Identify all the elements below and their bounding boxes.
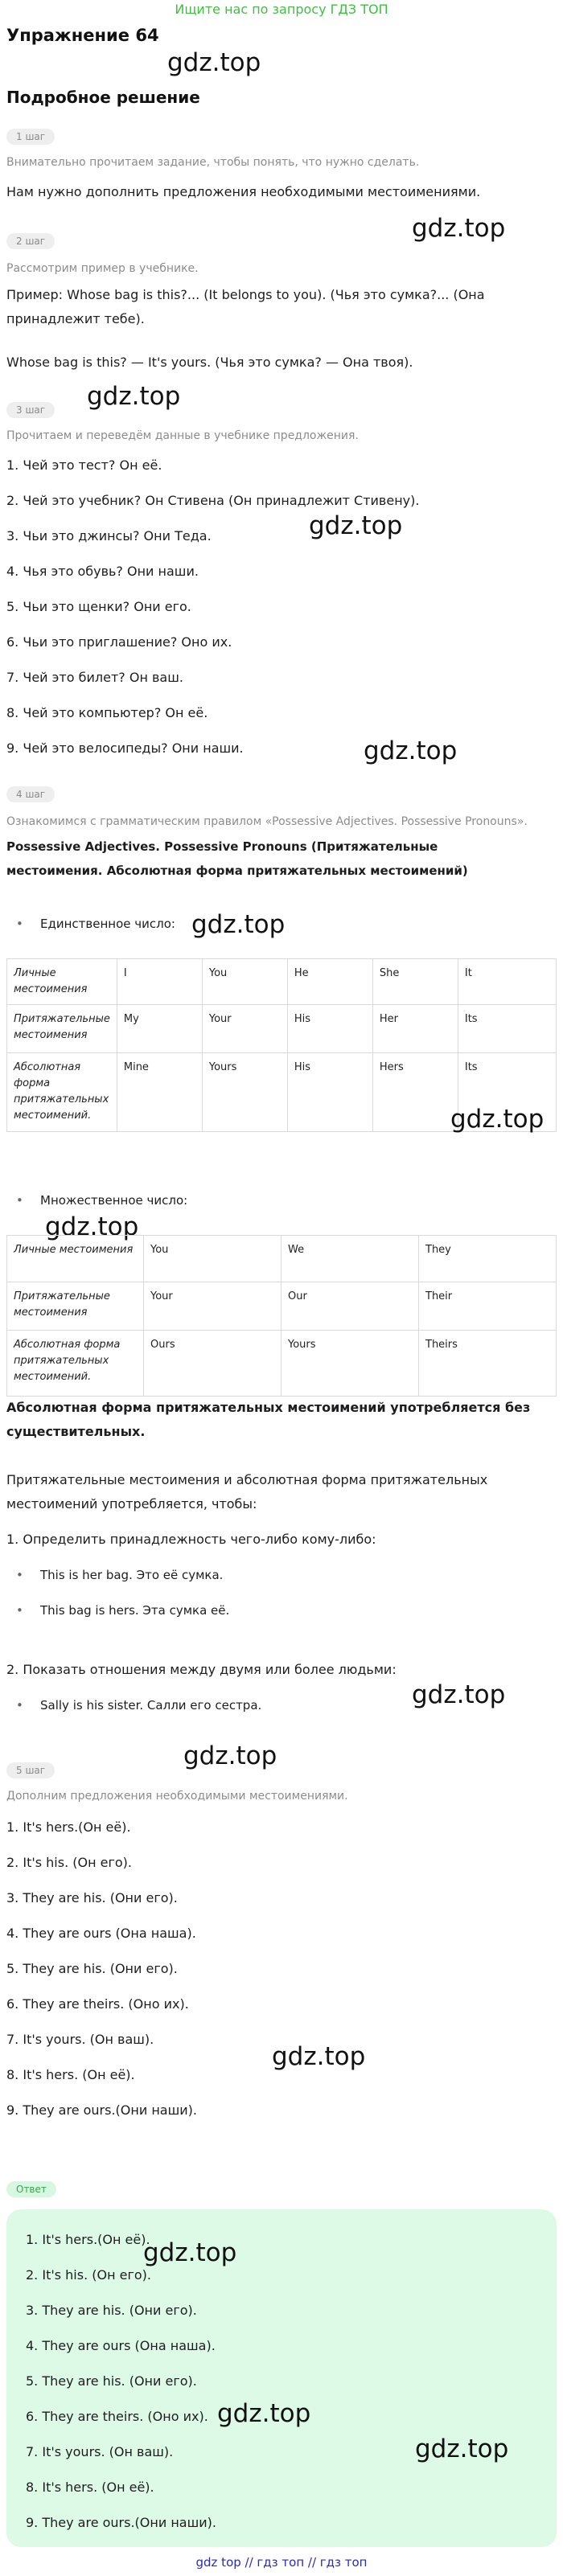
step-2-badge: 2 шаг <box>6 233 55 249</box>
table-cell: Притяжательные местоимения <box>7 1005 117 1053</box>
step-1-text: Нам нужно дополнить предложения необходимыми местоимениями. <box>6 184 481 199</box>
step-5-line: 9. They are ours.(Они наши). <box>6 2102 197 2118</box>
answer-line: 1. It's hers.(Он её). <box>26 2232 150 2247</box>
table-row <box>7 1331 557 1397</box>
table-row <box>7 959 557 1005</box>
step-3-line: 2. Чей это учебник? Он Стивена (Он принадлежит Стивену). <box>6 493 420 508</box>
table-cell: Личные местоимения <box>7 1236 144 1282</box>
step-4-hint: Ознакомимся с грамматическим правилом «Possessive Adjectives. Possessive Pronouns». <box>6 815 528 828</box>
step-5-line: 7. It's yours. (Он ваш). <box>6 2032 154 2047</box>
table-cell: Their <box>419 1282 557 1331</box>
step-5-line: 8. It's hers. (Он её). <box>6 2067 135 2082</box>
table-cell: Your <box>202 1005 287 1053</box>
watermark: gdz.top <box>272 2042 366 2071</box>
table-cell: Абсолютная форма притяжательных местоимений. <box>7 1331 144 1397</box>
table-cell: You <box>144 1236 282 1282</box>
watermark: gdz.top <box>415 2434 509 2463</box>
table-cell: Ours <box>144 1331 282 1397</box>
footer-links[interactable]: gdz top // гдз топ // гдз топ <box>195 2555 368 2570</box>
rule-title: Possessive Adjectives. Possessive Pronouns (Притяжательные местоимения. Абсолютная форма притяжательных местоимений) <box>6 839 468 878</box>
answer-line: 5. They are his. (Они его). <box>26 2373 197 2389</box>
answer-line: 3. They are his. (Они его). <box>26 2303 197 2318</box>
step-3-line: 6. Чьи это приглашение? Оно их. <box>6 634 232 650</box>
answer-badge: Ответ <box>6 2181 56 2197</box>
usage-2: 2. Показать отношения между двумя или более людьми: <box>6 1662 397 1677</box>
table-cell: Theirs <box>419 1331 557 1397</box>
usage-1: 1. Определить принадлежность чего-либо кому-либо: <box>6 1532 376 1547</box>
step-3-line: 9. Чей это велосипеды? Они наши. <box>6 740 244 756</box>
watermark: gdz.top <box>143 2238 237 2267</box>
table-row <box>7 1005 557 1053</box>
step-2-hint: Рассмотрим пример в учебнике. <box>6 262 199 275</box>
plural-table <box>6 1235 557 1397</box>
answer-line: 6. They are theirs. (Оно их). <box>26 2409 208 2424</box>
usage-example: • This bag is hers. Эта сумка её. <box>18 1603 229 1618</box>
table-cell: Yours <box>282 1331 419 1397</box>
watermark: gdz.top <box>309 511 403 540</box>
table-cell: Our <box>282 1282 419 1331</box>
step-5-badge: 5 шаг <box>6 1762 55 1778</box>
table-cell: Притяжательные местоимения <box>7 1282 144 1331</box>
watermark: gdz.top <box>167 48 261 77</box>
step-3-line: 5. Чьи это щенки? Они его. <box>6 599 191 614</box>
table-cell: Her <box>372 1005 458 1053</box>
watermark: gdz.top <box>412 214 506 243</box>
table-cell: Your <box>144 1282 282 1331</box>
watermark: gdz.top <box>183 1741 277 1770</box>
table-cell: My <box>117 1005 202 1053</box>
table-cell: Абсолютная форма притяжательных местоимений. <box>7 1053 117 1132</box>
step-5-line: 2. It's his. (Он его). <box>6 1855 133 1870</box>
table-cell: His <box>287 1053 372 1132</box>
usage-example: • Sally is his sister. Салли его сестра. <box>18 1698 261 1713</box>
table-cell: They <box>419 1236 557 1282</box>
table-cell: Личные местоимения <box>7 959 117 1005</box>
step-5-line: 6. They are theirs. (Оно их). <box>6 1996 189 2012</box>
table-cell: Its <box>458 1005 556 1053</box>
watermark: gdz.top <box>412 1680 506 1709</box>
step-5-hint: Дополним предложения необходимыми местоимениями. <box>6 1790 348 1803</box>
watermark: gdz.top <box>87 382 181 411</box>
table-row <box>7 1282 557 1331</box>
watermark: gdz.top <box>45 1212 139 1241</box>
table-cell: You <box>202 959 287 1005</box>
table-cell: He <box>287 959 372 1005</box>
answer-line: 9. They are ours.(Они наши). <box>26 2515 216 2530</box>
plural-label: • Множественное число: <box>18 1193 187 1208</box>
step-4-badge: 4 шаг <box>6 786 55 802</box>
answer-line: 7. It's yours. (Он ваш). <box>26 2444 174 2459</box>
table-cell: Its <box>458 1053 556 1132</box>
step-1-hint: Внимательно прочитаем задание, чтобы понять, что нужно сделать. <box>6 156 420 169</box>
table-cell: Yours <box>202 1053 287 1132</box>
step-2-example-2: Whose bag is this? — It's yours. (Чья это сумка? — Она твоя). <box>6 355 413 370</box>
step-5-line: 4. They are ours (Она наша). <box>6 1926 196 1941</box>
table-cell: Hers <box>372 1053 458 1132</box>
singular-label: • Единственное число: <box>18 917 175 931</box>
watermark: gdz.top <box>364 736 458 765</box>
rule-note: Абсолютная форма притяжательных местоимений употребляется без существительных. <box>6 1400 531 1439</box>
step-2-example-1: Пример: Whose bag is this?... (It belongs to you). (Чья это сумка?... (Она принадлежит тебе). <box>6 287 485 326</box>
step-1-badge: 1 шаг <box>6 129 55 145</box>
table-cell: His <box>287 1005 372 1053</box>
section-title: Подробное решение <box>6 88 200 107</box>
page-title: Упражнение 64 <box>6 26 159 45</box>
search-banner[interactable]: Ищите нас по запросу ГДЗ ТОП <box>175 2 388 17</box>
step-3-hint: Прочитаем и переведём данные в учебнике предложения. <box>6 429 359 442</box>
step-3-line: 3. Чьи это джинсы? Они Теда. <box>6 528 212 544</box>
step-5-line: 1. It's hers.(Он её). <box>6 1819 131 1835</box>
table-cell: I <box>117 959 202 1005</box>
step-3-line: 8. Чей это компьютер? Он её. <box>6 705 208 720</box>
answer-line: 8. It's hers. (Он её). <box>26 2480 154 2495</box>
watermark: gdz.top <box>191 910 286 939</box>
table-row <box>7 1236 557 1282</box>
watermark: gdz.top <box>217 2399 311 2428</box>
usage-example: • This is her bag. Это её сумка. <box>18 1568 223 1582</box>
step-5-line: 3. They are his. (Они его). <box>6 1890 178 1905</box>
step-3-line: 7. Чей это билет? Он ваш. <box>6 670 183 685</box>
step-5-line: 5. They are his. (Они его). <box>6 1961 178 1976</box>
usage-intro: Притяжательные местоимения и абсолютная форма притяжательных местоимений употребляется, чтобы: <box>6 1472 488 1512</box>
table-cell: It <box>458 959 556 1005</box>
step-3-line: 4. Чья это обувь? Они наши. <box>6 564 199 579</box>
watermark: gdz.top <box>450 1105 545 1134</box>
table-cell: We <box>282 1236 419 1282</box>
step-3-badge: 3 шаг <box>6 402 55 418</box>
table-cell: Mine <box>117 1053 202 1132</box>
answer-line: 4. They are ours (Она наша). <box>26 2338 216 2353</box>
table-cell: She <box>372 959 458 1005</box>
step-3-line: 1. Чей это тест? Он её. <box>6 457 162 473</box>
answer-line: 2. It's his. (Он его). <box>26 2267 152 2283</box>
